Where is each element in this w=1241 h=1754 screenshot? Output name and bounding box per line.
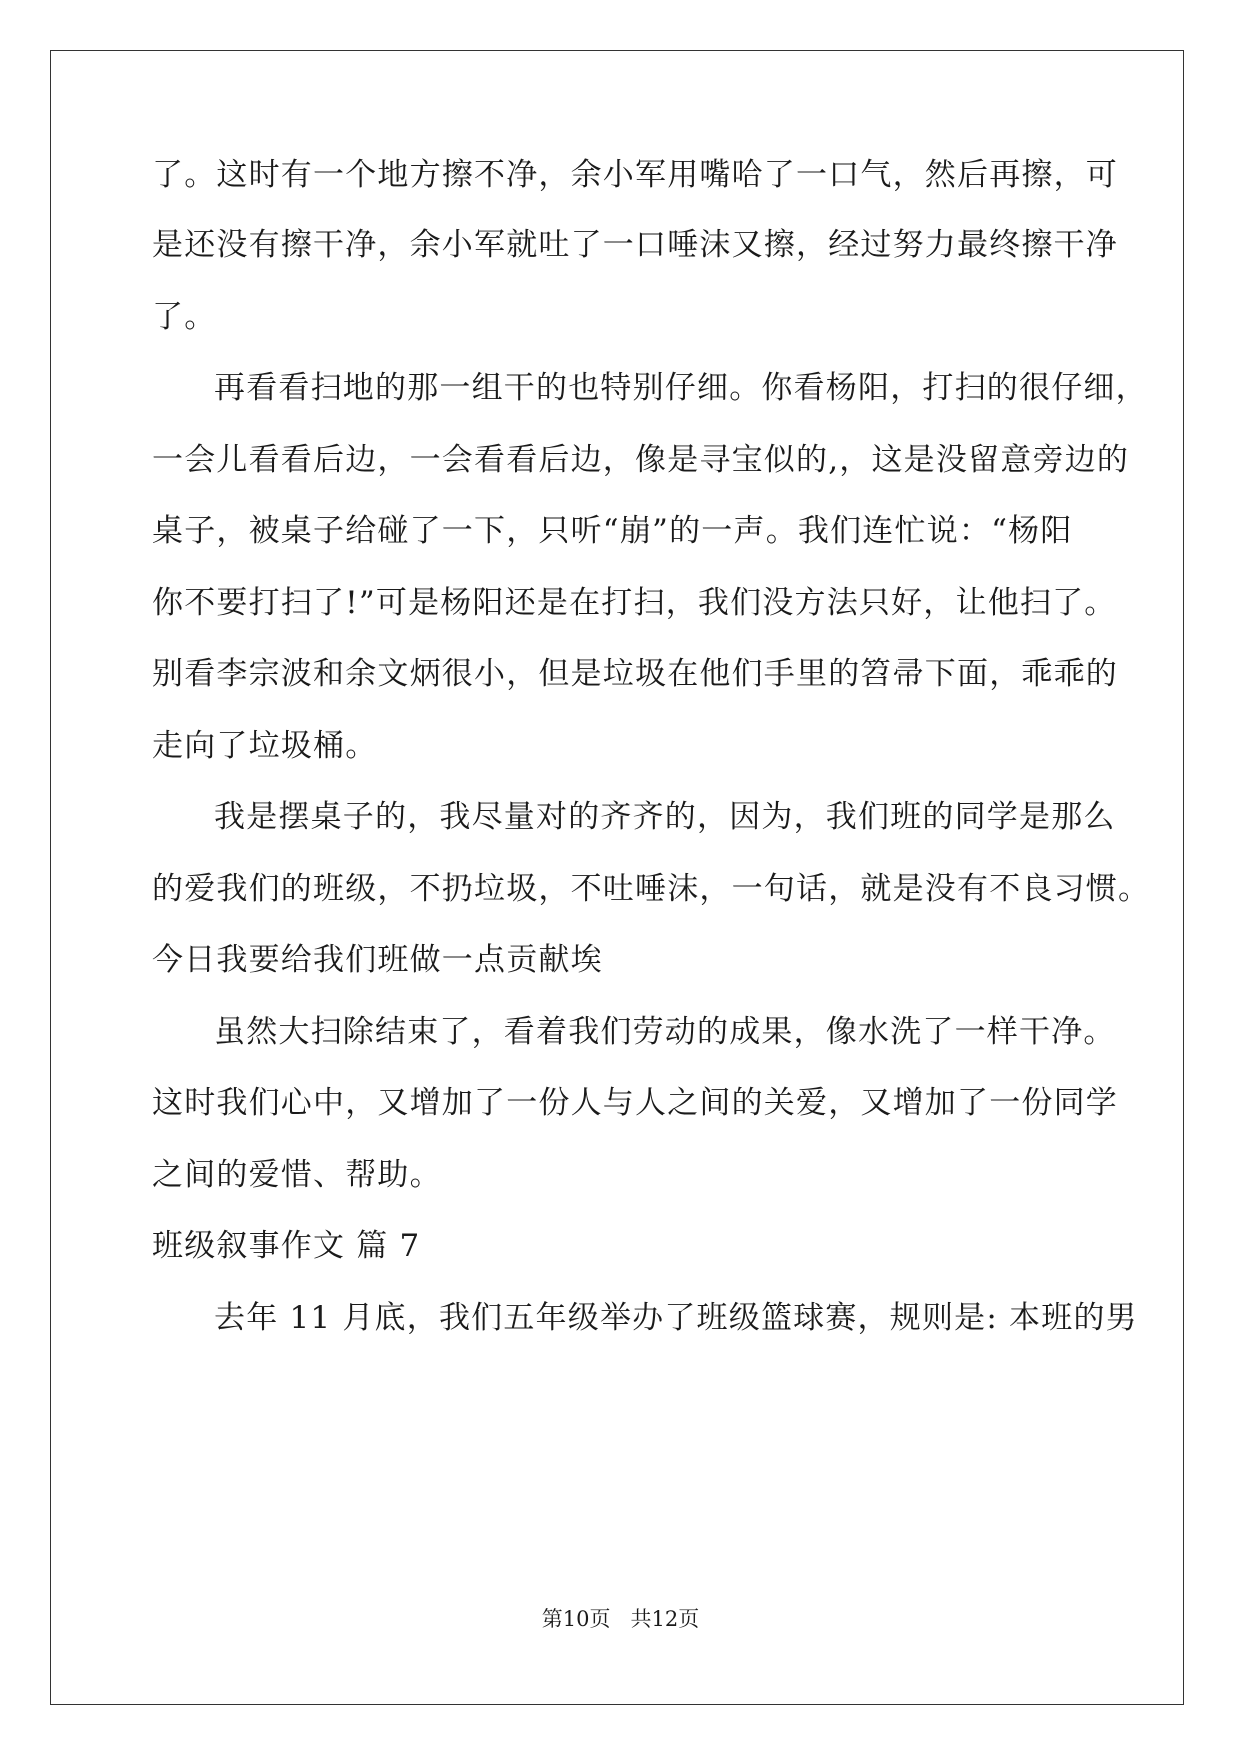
paragraph-first-line: 我是摆桌子的，我尽量对的齐齐的，因为，我们班的同学是那么 xyxy=(214,799,1116,835)
text-line: 你不要打扫了!”可是杨阳还是在打扫，我们没方法只好，让他扫了。 xyxy=(152,585,1117,621)
text-line: 这时我们心中，又增加了一份人与人之间的关爱，又增加了一份同学 xyxy=(152,1085,1118,1121)
paragraph-first-line: 虽然大扫除结束了，看着我们劳动的成果，像水洗了一样干净。 xyxy=(214,1014,1116,1050)
text-line: 今日我要给我们班做一点贡献埃 xyxy=(152,942,603,978)
text-line: 别看李宗波和余文炳很小，但是垃圾在他们手里的笤帚下面，乖乖的 xyxy=(152,656,1118,692)
text-line: 了。这时有一个地方擦不净，余小军用嘴哈了一口气，然后再擦，可 xyxy=(152,157,1118,193)
paragraph-first-line: 去年 11 月底，我们五年级举办了班级篮球赛，规则是: 本班的男 xyxy=(214,1300,1138,1336)
text-line: 一会儿看看后边，一会看看后边，像是寻宝似的,，这是没留意旁边的 xyxy=(152,442,1130,478)
page-footer xyxy=(0,1605,1241,1633)
page-number: 第10页 xyxy=(541,1607,611,1631)
text-line: 桌子，被桌子给碰了一下，只听“崩”的一声。我们连忙说：“杨阳 xyxy=(152,513,1073,549)
paragraph-first-line: 再看看扫地的那一组干的也特别仔细。你看杨阳，打扫的很仔细， xyxy=(214,370,1148,406)
page-total: 共12页 xyxy=(630,1607,700,1631)
text-line: 之间的爱惜、帮助。 xyxy=(152,1157,442,1193)
text-line: 的爱我们的班级，不扔垃圾，不吐唾沫，一句话，就是没有不良习惯。 xyxy=(152,871,1151,907)
text-line: 是还没有擦干净，余小军就吐了一口唾沫又擦，经过努力最终擦干净 xyxy=(152,227,1118,263)
text-line: 走向了垃圾桶。 xyxy=(152,728,378,764)
section-heading: 班级叙事作文 篇 7 xyxy=(152,1228,421,1264)
text-line: 了。 xyxy=(152,299,217,335)
